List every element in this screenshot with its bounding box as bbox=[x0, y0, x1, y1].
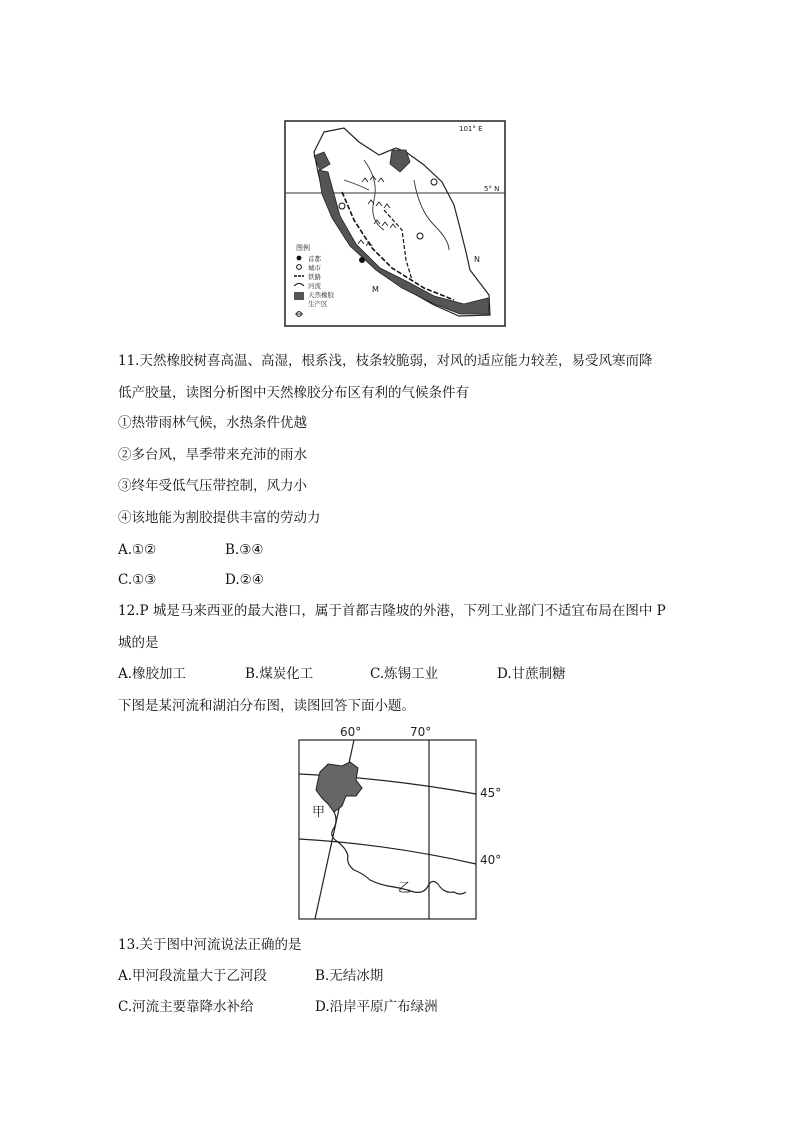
city-marker bbox=[431, 179, 437, 185]
q13-option-b[interactable]: B.无结冰期 bbox=[315, 968, 384, 984]
svg-text:城市: 城市 bbox=[308, 264, 321, 272]
q11-item-1: ①热带雨林气候，水热条件优越 bbox=[118, 415, 307, 431]
q12-option-a[interactable]: A.橡胶加工 bbox=[118, 666, 187, 682]
lat-label-45: 45° bbox=[480, 786, 502, 800]
svg-text:生产区: 生产区 bbox=[308, 300, 328, 308]
lon-label-70: 70° bbox=[410, 725, 432, 739]
q12-option-c[interactable]: C.炼锡工业 bbox=[370, 666, 439, 682]
north-label: N bbox=[474, 255, 480, 264]
svg-text:河流: 河流 bbox=[308, 282, 321, 290]
lon-label-60: 60° bbox=[340, 725, 362, 739]
q12-option-d[interactable]: D.甘蔗制糖 bbox=[497, 666, 566, 682]
svg-text:天然橡胶: 天然橡胶 bbox=[308, 291, 334, 299]
label-yi: 乙 bbox=[398, 881, 412, 896]
city-marker bbox=[339, 203, 345, 209]
label-jia: 甲 bbox=[312, 805, 326, 820]
city-marker bbox=[417, 233, 423, 239]
svg-text:首都: 首都 bbox=[308, 255, 321, 263]
legend-title: 图例 bbox=[296, 244, 310, 252]
q11-option-b[interactable]: B.③④ bbox=[225, 542, 264, 558]
q11-option-c[interactable]: C.①③ bbox=[118, 572, 157, 588]
m-label: M bbox=[372, 285, 379, 294]
q11-option-a[interactable]: A.①② bbox=[118, 542, 157, 558]
q11-stem-line1: 11.天然橡胶树喜高温、高湿，根系浅，枝条较脆弱，对风的适应能力较差，易受风寒而降 bbox=[118, 353, 653, 369]
river-lake-map-figure bbox=[298, 724, 506, 920]
q11-item-4: ④该地能为割胶提供丰富的劳动力 bbox=[118, 510, 321, 526]
capital-marker bbox=[359, 257, 365, 263]
q13-option-a[interactable]: A.甲河段流量大于乙河段 bbox=[118, 968, 268, 984]
q11-option-d[interactable]: D.②④ bbox=[225, 572, 264, 588]
lat-label-40: 40° bbox=[480, 853, 502, 867]
rubber-map-figure bbox=[284, 120, 506, 327]
q13-option-d[interactable]: D.沿岸平原广布绿洲 bbox=[315, 999, 438, 1015]
q12-stem-line1: 12.P 城是马来西亚的最大港口，属于首都吉隆坡的外港，下列工业部门不适宜布局在图中 P bbox=[118, 603, 666, 619]
latitude-label: 5° N bbox=[484, 185, 500, 193]
q11-stem-line2: 低产胶量，读图分析图中天然橡胶分布区有利的气候条件有 bbox=[118, 385, 469, 401]
q12-stem-line2: 城的是 bbox=[118, 635, 159, 651]
longitude-label: 101° E bbox=[459, 125, 483, 133]
section-intro: 下图是某河流和湖泊分布图，读图回答下面小题。 bbox=[118, 698, 415, 714]
q13-option-c[interactable]: C.河流主要靠降水补给 bbox=[118, 999, 254, 1015]
q12-option-b[interactable]: B.煤炭化工 bbox=[245, 666, 314, 682]
svg-text:铁路: 铁路 bbox=[308, 273, 321, 281]
q11-item-3: ③终年受低气压带控制，风力小 bbox=[118, 478, 307, 494]
q13-stem: 13.关于图中河流说法正确的是 bbox=[118, 937, 302, 953]
q11-item-2: ②多台风，旱季带来充沛的雨水 bbox=[118, 447, 307, 463]
